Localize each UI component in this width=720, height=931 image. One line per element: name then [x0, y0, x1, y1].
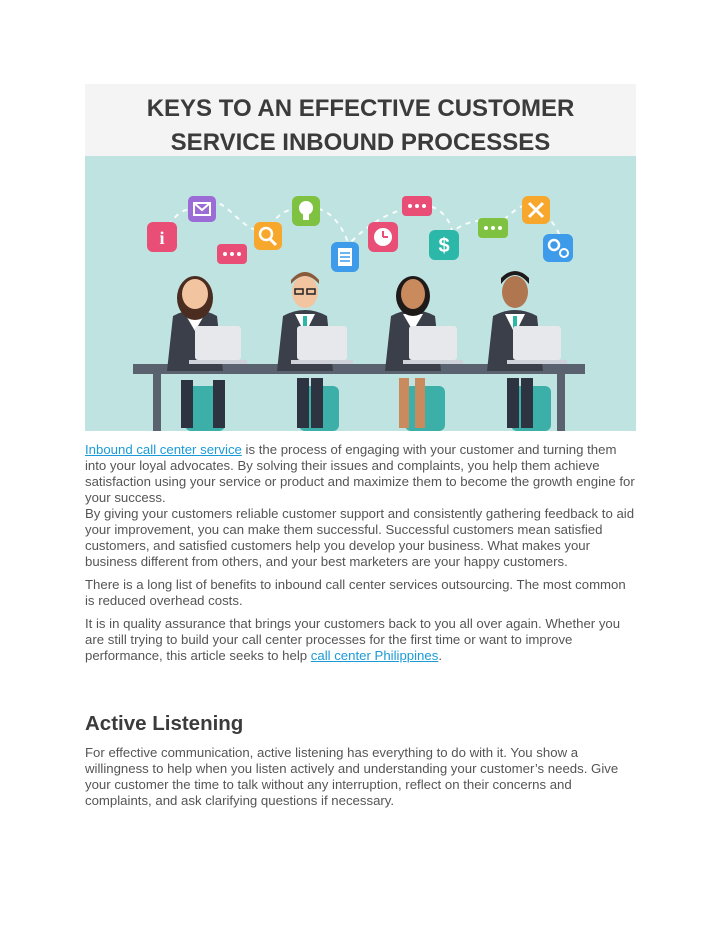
clock-icon — [368, 222, 398, 252]
mail-icon — [188, 196, 216, 222]
title-line-1: KEYS TO AN EFFECTIVE CUSTOMER — [146, 95, 575, 122]
article-body — [85, 442, 636, 816]
document-icon — [331, 242, 359, 272]
laptop — [189, 326, 247, 364]
hero-illustration — [85, 156, 636, 431]
chat-dots-icon — [402, 196, 432, 216]
tools-icon — [522, 196, 550, 224]
title-line-2: SERVICE INBOUND PROCESSES — [170, 129, 551, 156]
inbound-call-center-link[interactable]: Inbound call center service — [85, 442, 242, 457]
paragraph-active-listening: For effective communication, active listening has everything to do with it. You show a willingness to help when you listen actively and understanding your customer’s needs. Give your customer the time to talk without any interruption, reflect on their concerns and complaints, and ask clarifying questions if necessary. — [85, 745, 619, 808]
section-heading: Active Listening — [85, 712, 244, 735]
paragraph-intro-text-2: By giving your customers reliable customer support and consistently gathering feedback to aid your improvement, you can make them successful. Successful customers mean satisfied customers, and satisfied customers help you develop your business. What makes your business different from others, and your best marketers are your happy customers. — [85, 506, 635, 569]
call-center-philippines-link[interactable]: call center Philippines — [310, 648, 439, 663]
gears-icon — [543, 234, 573, 262]
laptop — [507, 326, 567, 364]
title-banner — [85, 84, 636, 156]
page-title — [85, 84, 636, 160]
dollar-icon — [429, 230, 459, 260]
chat-dots-icon — [217, 244, 247, 264]
paragraph-intro-text: is the process of engaging with your customer and turning them into your loyal advocates. By solving their issues and complaints, you help them achieve satisfaction using your service or product and maximize them to become the growth engine for your success. — [85, 442, 635, 505]
info-icon — [147, 222, 177, 252]
paragraph-benefits: There is a long list of benefits to inbound call center services outsourcing. The most common is reduced overhead costs. — [85, 577, 626, 608]
paragraph-intro — [85, 442, 636, 570]
svg-text:i: i — [159, 228, 165, 248]
laptop — [403, 326, 463, 364]
svg-text:$: $ — [438, 235, 450, 257]
search-icon — [254, 222, 282, 250]
paragraph-quality: It is in quality assurance that brings your customers back to you all over again. Whether you are still trying to build your call center processes for the first time or want to improve performance, this article seeks to help call center Philippines. — [85, 616, 621, 663]
chat-dots-icon — [478, 218, 508, 238]
laptop — [291, 326, 353, 364]
lightbulb-icon — [292, 196, 320, 226]
